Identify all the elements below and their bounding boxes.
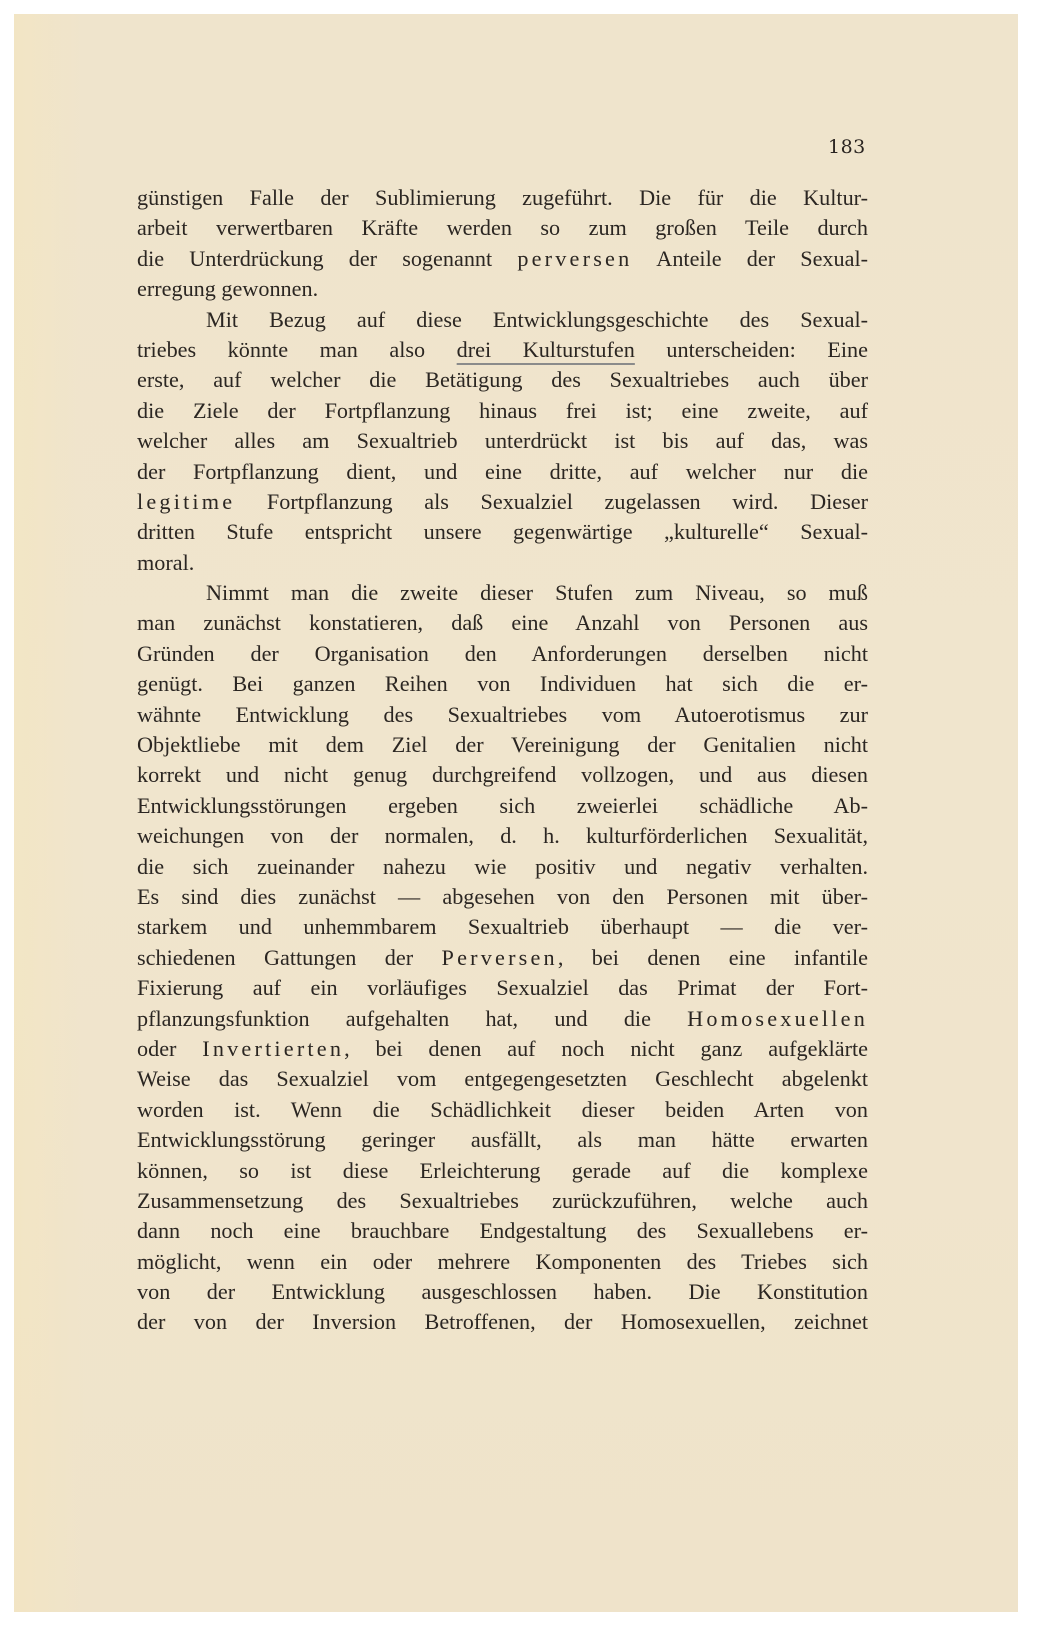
text-line — [137, 1125, 868, 1155]
text-segment: Mit Bezug auf diese Entwicklungsgeschichte des Sexual- — [206, 306, 868, 332]
text-segment: triebes könnte man also — [137, 336, 457, 362]
text-line — [137, 396, 868, 426]
text-line — [137, 730, 868, 760]
emphasized-spaced-text: Invertierten — [202, 1035, 345, 1061]
text-segment: Gründen der Organisation den Anforderungen derselben nicht — [137, 640, 868, 666]
emphasized-spaced-text: Perversen — [441, 944, 558, 970]
pencil-underlined-text: drei Kulturstufen — [456, 336, 635, 362]
text-line — [137, 1277, 868, 1307]
text-segment: weichungen von der normalen, d. h. kulturförderlichen Sexualität, — [137, 823, 868, 849]
text-segment: Anteile der Sexual- — [632, 245, 869, 271]
text-line — [137, 517, 868, 547]
text-line — [137, 912, 868, 942]
text-line — [137, 183, 868, 213]
text-line — [137, 1095, 868, 1125]
text-segment: moral. — [137, 549, 195, 575]
text-segment: welcher alles am Sexualtrieb unterdrückt ist bis auf das, was — [137, 428, 868, 454]
text-line — [137, 973, 868, 1003]
text-line — [137, 1186, 868, 1216]
text-segment: können, so ist diese Erleichterung gerade auf die komplexe — [137, 1157, 868, 1183]
text-segment: möglicht, wenn ein oder mehrere Komponenten des Triebes sich — [137, 1248, 868, 1274]
text-segment: , bei denen auf noch nicht ganz aufgeklärte — [344, 1035, 868, 1061]
text-segment: Weise das Sexualziel vom entgegengesetzten Geschlecht abgelenkt — [137, 1066, 868, 1092]
text-segment: Fixierung auf ein vorläufiges Sexualziel das Primat der Fort- — [137, 975, 868, 1001]
text-segment: oder — [137, 1035, 203, 1061]
text-segment: , bei denen eine infantile — [557, 944, 868, 970]
text-line — [137, 608, 868, 638]
page-number: 183 — [828, 136, 866, 158]
text-segment: der von der Inversion Betroffenen, der Homosexuellen, zeichnet — [137, 1309, 868, 1335]
text-line — [137, 1216, 868, 1246]
text-line — [137, 700, 868, 730]
text-line — [137, 365, 868, 395]
text-segment: die sich zueinander nahezu wie positiv und negativ verhalten. — [137, 853, 868, 879]
text-segment: Entwicklungsstörung geringer ausfällt, als man hätte erwarten — [137, 1127, 868, 1153]
text-segment: die Unterdrückung der sogenannt — [137, 245, 518, 271]
text-segment: Entwicklungsstörungen ergeben sich zweierlei schädliche Ab- — [137, 792, 868, 818]
text-line — [137, 882, 868, 912]
text-segment: man zunächst konstatieren, daß eine Anzahl von Personen aus — [137, 610, 868, 636]
text-line — [137, 335, 868, 365]
emphasized-spaced-text: Homosexuellen — [687, 1005, 868, 1031]
text-line — [137, 1034, 868, 1064]
text-line — [137, 274, 868, 304]
text-segment: Objektliebe mit dem Ziel der Vereinigung der Genitalien nicht — [137, 732, 868, 758]
text-segment: die Ziele der Fortpflanzung hinaus frei ist; eine zweite, auf — [137, 397, 868, 423]
emphasized-spaced-text: legitime — [137, 488, 236, 514]
text-segment: Fortpflanzung als Sexualziel zugelassen wird. Dieser — [235, 488, 868, 514]
text-segment: arbeit verwertbaren Kräfte werden so zum großen Teile durch — [137, 215, 868, 241]
book-page — [14, 14, 1018, 1612]
body-text — [137, 183, 868, 1338]
text-line — [137, 487, 868, 517]
text-segment: dritten Stufe entspricht unsere gegenwärtige „kulturelle“ Sexual- — [137, 519, 868, 545]
text-line — [137, 548, 868, 578]
text-line — [137, 213, 868, 243]
text-line — [137, 1247, 868, 1277]
text-segment: erste, auf welcher die Betätigung des Sexualtriebes auch über — [137, 367, 868, 393]
text-line — [137, 1156, 868, 1186]
emphasized-spaced-text: perversen — [517, 245, 633, 271]
text-line — [137, 1064, 868, 1094]
text-line — [137, 457, 868, 487]
text-segment: worden ist. Wenn die Schädlichkeit dieser beiden Arten von — [137, 1096, 868, 1122]
text-line — [137, 244, 868, 274]
text-line — [137, 1307, 868, 1337]
text-segment: wähnte Entwicklung des Sexualtriebes vom Autoerotismus zur — [137, 701, 868, 727]
text-segment: der Fortpflanzung dient, und eine dritte, auf welcher nur die — [137, 458, 868, 484]
text-line — [137, 669, 868, 699]
text-segment: korrekt und nicht genug durchgreifend vollzogen, und aus diesen — [137, 762, 868, 788]
text-line — [137, 821, 868, 851]
text-segment: Es sind dies zunächst — abgesehen von den Personen mit über- — [137, 883, 868, 909]
text-segment: unterscheiden: Eine — [634, 336, 868, 362]
text-segment: Zusammensetzung des Sexualtriebes zurückzuführen, welche auch — [137, 1187, 868, 1213]
text-segment: genügt. Bei ganzen Reihen von Individuen hat sich die er- — [137, 671, 868, 697]
text-segment: erregung gewonnen. — [137, 276, 319, 302]
text-line — [137, 639, 868, 669]
text-segment: schiedenen Gattungen der — [137, 944, 442, 970]
text-line — [137, 426, 868, 456]
text-line — [137, 578, 868, 608]
text-line — [137, 943, 868, 973]
text-segment: pflanzungsfunktion aufgehalten hat, und die — [137, 1005, 688, 1031]
text-segment: dann noch eine brauchbare Endgestaltung des Sexuallebens er- — [137, 1218, 868, 1244]
text-segment: günstigen Falle der Sublimierung zugeführt. Die für die Kultur- — [137, 185, 868, 210]
text-line — [137, 852, 868, 882]
text-line — [137, 791, 868, 821]
text-segment: starkem und unhemmbarem Sexualtrieb überhaupt — die ver- — [137, 914, 868, 940]
text-line — [137, 1004, 868, 1034]
text-segment: Nimmt man die zweite dieser Stufen zum Niveau, so muß — [206, 580, 868, 606]
text-line — [137, 760, 868, 790]
text-segment: von der Entwicklung ausgeschlossen haben. Die Konstitution — [137, 1279, 868, 1305]
text-line — [137, 305, 868, 335]
